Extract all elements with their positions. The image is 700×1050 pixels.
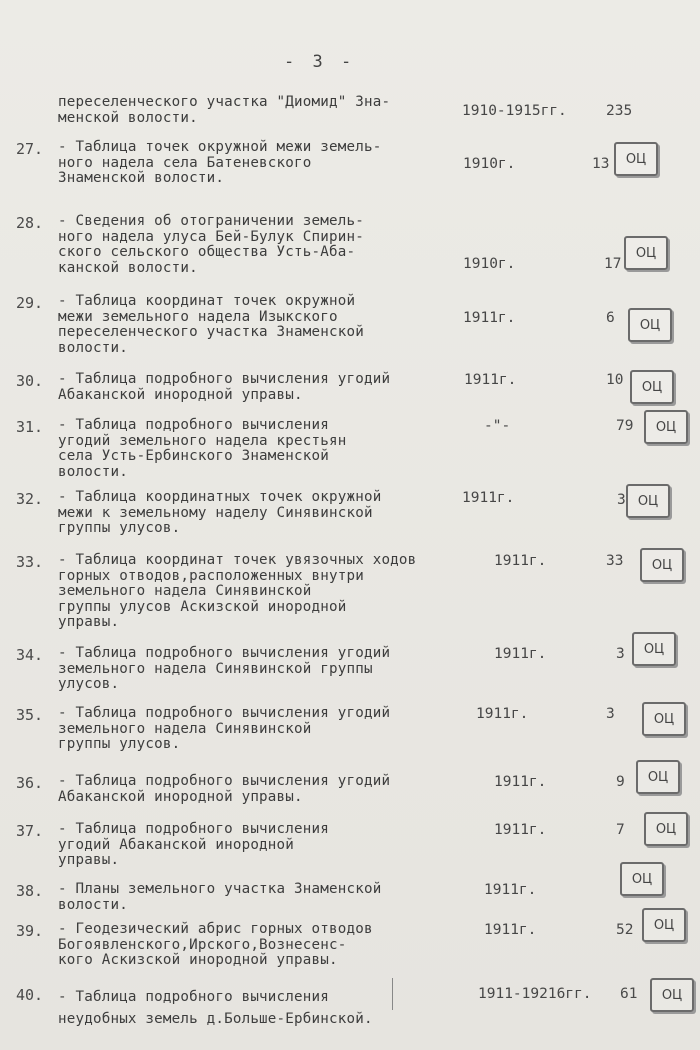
entry-description: - Таблица координат точек увязочных ходов горных отводов,расположенных внутри земельного надела Синявинской группы улусов Аскизской инородной управы.	[58, 552, 417, 630]
entry-description: - Таблица подробного вычисления угодий Абаканской инородной управы.	[58, 371, 391, 403]
entry-number: 40.	[16, 986, 44, 1004]
entry-count: 7	[616, 822, 625, 838]
entry-description: - Таблица подробного вычисления угодий земельного надела крестьян села Усть-Ербинского Знаменской волости.	[58, 417, 347, 480]
page-number: - 3 -	[284, 52, 356, 72]
entry-number: 28.	[16, 214, 44, 232]
entry-count: 17	[604, 256, 622, 272]
entry-year: 1911г.	[494, 774, 547, 790]
entry-year: 1911г.	[463, 310, 516, 326]
entry-count: 79	[616, 418, 634, 434]
entry-description: - Таблица подробного вычисления неудобных земель д.Больше-Ербинской.	[58, 989, 373, 1027]
entry-count: 52	[616, 922, 634, 938]
entry-year: -"-	[484, 418, 511, 434]
entry-year: 1911г.	[476, 706, 529, 722]
archive-stamp: ОЦ	[632, 632, 676, 666]
vertical-rule	[392, 978, 393, 1010]
entry-count: 10	[606, 372, 624, 388]
archive-stamp: ОЦ	[614, 142, 658, 176]
entry-count: 3	[617, 492, 626, 508]
entry-description: - Таблица координат точек окружной межи земельного надела Изыкского переселенческого участка Знаменской волости.	[58, 293, 364, 356]
archive-stamp: ОЦ	[628, 308, 672, 342]
entry-count: 61	[620, 986, 638, 1002]
entry-count: 235	[606, 103, 633, 119]
entry-count: 13	[592, 156, 610, 172]
entry-year: 1910г.	[463, 256, 516, 272]
entry-number: 27.	[16, 140, 44, 158]
entry-year: 1911г.	[464, 372, 517, 388]
entry-year: 1910г.	[463, 156, 516, 172]
entry-description: - Таблица подробного вычисления угодий Абаканской инородной управы.	[58, 773, 391, 805]
entry-description: переселенческого участка "Диомид" Зна- менской волости.	[58, 94, 391, 126]
entry-year: 1911г.	[484, 882, 537, 898]
archive-stamp: ОЦ	[626, 484, 670, 518]
entry-year: 1911г.	[462, 490, 515, 506]
archive-stamp: ОЦ	[644, 410, 688, 444]
archive-stamp: ОЦ	[650, 978, 694, 1012]
entry-count: 3	[606, 706, 615, 722]
entry-count: 33	[606, 553, 624, 569]
entry-description: - Таблица точек окружной межи земель- ного надела села Батеневского Знаменской волости.	[58, 139, 382, 186]
entry-number: 38.	[16, 882, 44, 900]
entry-number: 37.	[16, 822, 44, 840]
entry-year: 1911г.	[494, 553, 547, 569]
entry-description: - Таблица координатных точек окружной межи к земельному наделу Синявинской группы улусов.	[58, 489, 382, 536]
entry-number: 32.	[16, 490, 44, 508]
archive-stamp: ОЦ	[624, 236, 668, 270]
entry-year: 1911-19216гг.	[478, 986, 592, 1002]
entry-year: 1911г.	[494, 646, 547, 662]
archive-stamp: ОЦ	[630, 370, 674, 404]
archive-stamp: ОЦ	[620, 862, 664, 896]
entry-count: 6	[606, 310, 615, 326]
entry-description: - Таблица подробного вычисления угодий земельного надела Синявинской группы улусов.	[58, 645, 391, 692]
entry-description: - Планы земельного участка Знаменской волости.	[58, 881, 382, 913]
archive-stamp: ОЦ	[642, 908, 686, 942]
entry-year: 1911г.	[494, 822, 547, 838]
entry-count: 3	[616, 646, 625, 662]
entry-description: - Таблица подробного вычисления угодий Абаканской инородной управы.	[58, 821, 329, 868]
entry-number: 36.	[16, 774, 44, 792]
entry-number: 39.	[16, 922, 44, 940]
entry-year: 1910-1915гг.	[462, 103, 567, 119]
entry-number: 30.	[16, 372, 44, 390]
entry-description: - Сведения об отограничении земель- ного надела улуса Бей-Булук Спирин- ского сельского общества Усть-Аба- канской волости.	[58, 213, 364, 276]
entry-count: 9	[616, 774, 625, 790]
entry-number: 35.	[16, 706, 44, 724]
archive-stamp: ОЦ	[640, 548, 684, 582]
entry-number: 34.	[16, 646, 44, 664]
entry-year: 1911г.	[484, 922, 537, 938]
entry-description: - Таблица подробного вычисления угодий земельного надела Синявинской группы улусов.	[58, 705, 391, 752]
entry-description: - Геодезический абрис горных отводов Богоявленского,Ирского,Вознесенс- кого Аскизской инородной управы.	[58, 921, 373, 968]
entry-number: 33.	[16, 553, 44, 571]
archive-stamp: ОЦ	[642, 702, 686, 736]
archive-stamp: ОЦ	[644, 812, 688, 846]
entry-number: 29.	[16, 294, 44, 312]
archive-stamp: ОЦ	[636, 760, 680, 794]
entry-number: 31.	[16, 418, 44, 436]
